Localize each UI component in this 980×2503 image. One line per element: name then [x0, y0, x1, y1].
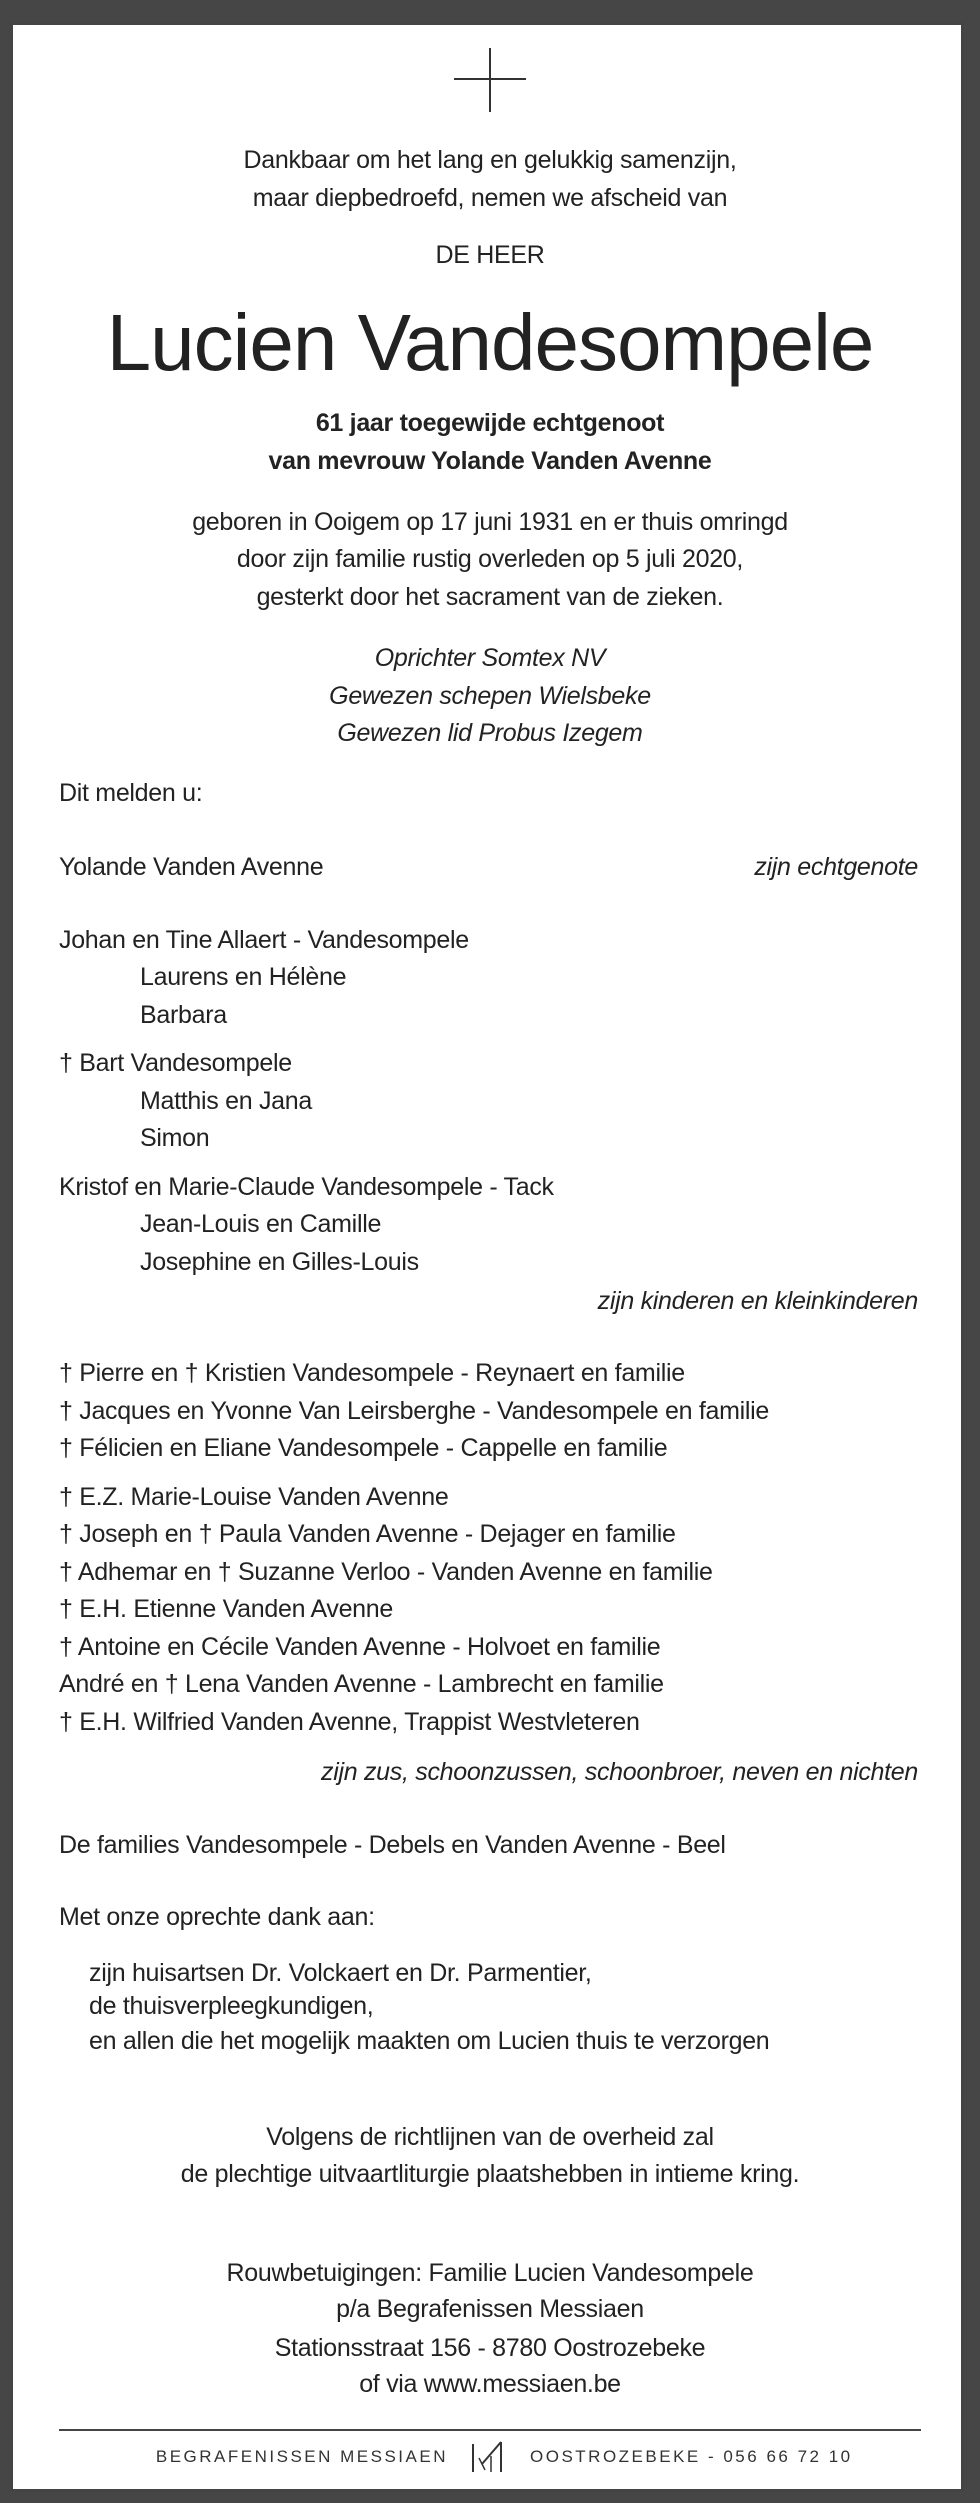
sibling-line: † Antoine en Cécile Vanden Avenne - Holvoet en familie — [59, 1633, 661, 1661]
grandchild-line: Laurens en Hélène — [140, 963, 347, 991]
child-line: Johan en Tine Allaert - Vandesompele — [59, 926, 469, 954]
wife-relation: zijn echtgenote — [754, 853, 918, 881]
child-line: † Bart Vandesompele — [59, 1049, 292, 1077]
funeral-line: de plechtige uitvaartliturgie plaatshebben in intieme kring. — [180, 2160, 800, 2188]
sibling-line: † E.H. Etienne Vanden Avenne — [59, 1595, 393, 1623]
siblings-relation: zijn zus, schoonzussen, schoonbroer, neven en nichten — [321, 1758, 918, 1786]
announce: Dit melden u: — [59, 779, 203, 807]
condolence-website: of via www.messiaen.be — [359, 2370, 621, 2398]
grandchild-line: Jean-Louis en Camille — [140, 1210, 382, 1238]
role-line: Oprichter Somtex NV — [374, 644, 606, 672]
sibling-line: † E.H. Wilfried Vanden Avenne, Trappist Westvleteren — [59, 1708, 640, 1736]
spouse-line: 61 jaar toegewijde echtgenoot — [315, 409, 665, 437]
thanks-line: de thuisverpleegkundigen, — [89, 1992, 374, 2020]
footer-company: BEGRAFENISSEN MESSIAEN — [155, 2447, 448, 2466]
birth-line: geboren in Ooigem op 17 juni 1931 en er thuis omringd — [192, 508, 788, 536]
cross-icon-bar — [454, 78, 526, 80]
condolence-line: Stationsstraat 156 - 8780 Oostrozebeke — [274, 2334, 706, 2362]
condolence-line: Rouwbetuigingen: Familie Lucien Vandesompele — [226, 2259, 754, 2287]
sibling-line: † Adhemar en † Suzanne Verloo - Vanden Avenne en familie — [59, 1558, 713, 1586]
families-line: De families Vandesompele - Debels en Vanden Avenne - Beel — [59, 1831, 726, 1859]
footer-contact: OOSTROZEBEKE - 056 66 72 10 — [530, 2447, 853, 2466]
sibling-line: † E.Z. Marie-Louise Vanden Avenne — [59, 1483, 449, 1511]
funeral-line: Volgens de richtlijnen van de overheid zal — [266, 2123, 714, 2151]
intro-line: Dankbaar om het lang en gelukkig samenzijn, — [243, 146, 737, 174]
sibling-line: André en † Lena Vanden Avenne - Lambrecht en familie — [59, 1670, 664, 1698]
grandchild-line: Barbara — [140, 1001, 227, 1029]
children-relation: zijn kinderen en kleinkinderen — [597, 1287, 918, 1315]
thanks-title: Met onze oprechte dank aan: — [59, 1903, 375, 1931]
thanks-line: zijn huisartsen Dr. Volckaert en Dr. Parmentier, — [89, 1959, 592, 1987]
title-prefix: DE HEER — [435, 241, 545, 269]
spouse-line: van mevrouw Yolande Vanden Avenne — [268, 447, 712, 475]
deceased-name: Lucien Vandesompele — [106, 298, 874, 387]
footer-divider — [59, 2429, 921, 2431]
grandchild-line: Simon — [140, 1124, 210, 1152]
cross-icon — [489, 48, 491, 112]
grandchild-line: Josephine en Gilles-Louis — [140, 1248, 419, 1276]
thanks-line: en allen die het mogelijk maakten om Lucien thuis te verzorgen — [89, 2027, 770, 2055]
sibling-line: † Joseph en † Paula Vanden Avenne - Dejager en familie — [59, 1520, 676, 1548]
sibling-line: † Félicien en Eliane Vandesompele - Cappelle en familie — [59, 1434, 668, 1462]
condolence-line: p/a Begrafenissen Messiaen — [336, 2295, 644, 2323]
birth-line: door zijn familie rustig overleden op 5 juli 2020, — [236, 545, 744, 573]
birth-line: gesterkt door het sacrament van de zieken. — [256, 583, 724, 611]
messiaen-logo-icon — [470, 2440, 506, 2474]
sibling-line: † Pierre en † Kristien Vandesompele - Reynaert en familie — [59, 1359, 685, 1387]
wife-name: Yolande Vanden Avenne — [59, 853, 324, 881]
role-line: Gewezen lid Probus Izegem — [337, 719, 643, 747]
grandchild-line: Matthis en Jana — [140, 1087, 312, 1115]
role-line: Gewezen schepen Wielsbeke — [329, 682, 651, 710]
child-line: Kristof en Marie-Claude Vandesompele - Tack — [59, 1173, 554, 1201]
intro-line: maar diepbedroefd, nemen we afscheid van — [252, 184, 728, 212]
sibling-line: † Jacques en Yvonne Van Leirsberghe - Vandesompele en familie — [59, 1397, 769, 1425]
